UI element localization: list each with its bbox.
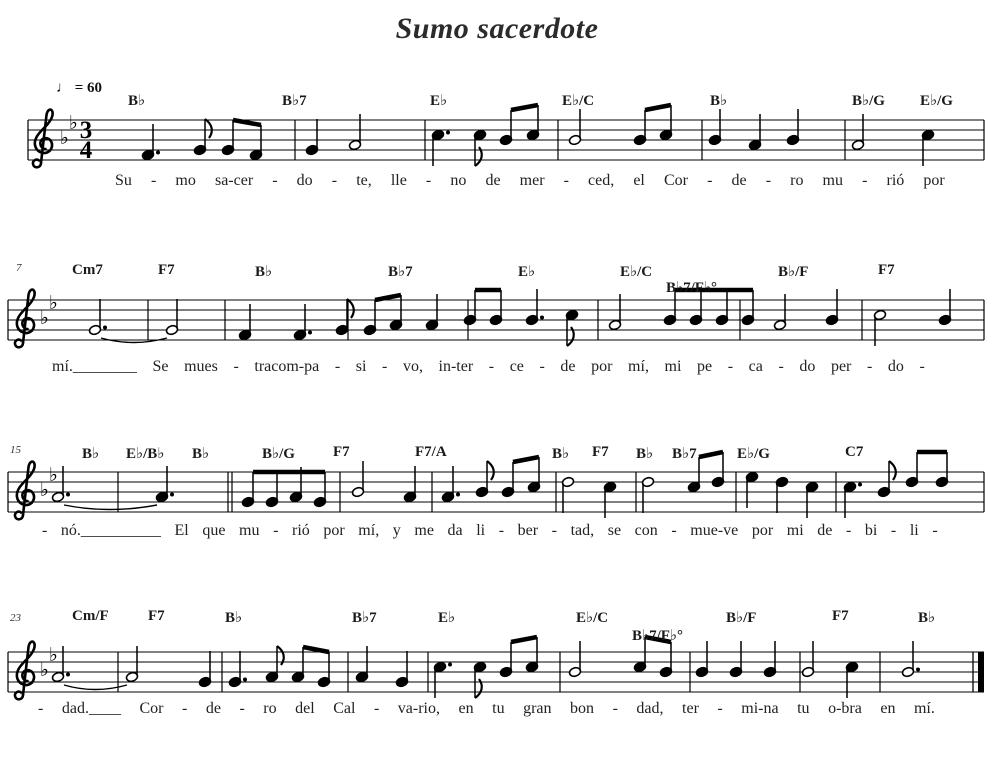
note xyxy=(363,300,376,336)
lyric-syllable: El xyxy=(174,522,189,539)
lyric-syllable: ro xyxy=(263,700,277,717)
lyric-syllable: mue-ve xyxy=(690,522,739,539)
key-signature-flat: ♭ xyxy=(49,292,58,314)
lyric-syllable: si xyxy=(355,358,367,375)
lyric-syllable: vo, xyxy=(402,358,423,375)
lyric-syllable: de xyxy=(205,700,221,717)
beam xyxy=(375,295,401,300)
note xyxy=(313,472,326,508)
lyric-syllable: - xyxy=(272,172,278,189)
lyric-syllable: de xyxy=(731,172,747,189)
note xyxy=(938,289,951,326)
lyric-syllable: ca xyxy=(748,358,763,375)
piece-title: Sumo sacerdote xyxy=(395,12,599,45)
lyric-syllable: el xyxy=(633,172,645,189)
lyric-syllable: mí, xyxy=(358,522,380,539)
note xyxy=(708,109,721,146)
beam xyxy=(233,120,261,125)
chord-symbol: B♭7 xyxy=(352,610,377,626)
note xyxy=(527,457,540,493)
note xyxy=(561,476,574,513)
lyric-syllable: - xyxy=(38,700,44,717)
chord-symbol: F7 xyxy=(158,262,175,278)
lyric-syllable: mo xyxy=(175,172,196,189)
lyric-syllable: - xyxy=(233,358,239,375)
lyrics-line xyxy=(115,172,945,190)
chord-symbol: F7 xyxy=(878,262,895,278)
lyric-syllable: - xyxy=(239,700,245,717)
lyric-syllable: me xyxy=(414,522,434,539)
lyric-syllable: bi xyxy=(864,522,878,539)
lyric-syllable: - xyxy=(273,522,279,539)
lyric-syllable: mer xyxy=(519,172,545,189)
lyric-syllable: sa-cer xyxy=(214,172,254,189)
lyric-syllable: tu xyxy=(492,700,505,717)
note xyxy=(525,637,538,673)
lyric-syllable: ro xyxy=(790,172,804,189)
chord-symbol: E♭/C xyxy=(620,264,653,280)
lyric-syllable: - xyxy=(765,172,772,189)
note xyxy=(659,105,672,141)
note xyxy=(526,105,539,141)
chord-symbol: E♭ xyxy=(430,93,448,109)
beam xyxy=(699,452,723,457)
lyric-syllable: in-ter xyxy=(438,358,474,375)
measure-number: 15 xyxy=(10,444,21,456)
lyric-syllable: - xyxy=(890,522,897,539)
lyric-syllable: bon xyxy=(570,700,595,717)
lyric-syllable: dad.____ xyxy=(61,700,121,717)
treble-clef-icon xyxy=(15,642,35,700)
chord-symbol: B♭ xyxy=(82,446,100,462)
lyric-syllable: mí. xyxy=(913,700,935,717)
treble-clef-icon xyxy=(33,110,53,168)
lyric-syllable: - xyxy=(331,172,338,189)
lyric-syllable: ber xyxy=(517,522,539,539)
lyric-syllable: - xyxy=(42,522,48,539)
chord-symbol: B♭/F xyxy=(778,264,809,280)
lyric-syllable: - xyxy=(563,172,569,189)
lyric-syllable: do xyxy=(887,358,904,375)
chord-symbol: F7 xyxy=(148,608,165,624)
lyric-syllable: nó.__________ xyxy=(60,522,161,539)
note xyxy=(715,290,728,326)
lyric-syllable: - xyxy=(707,172,713,189)
lyric-syllable: - xyxy=(727,358,734,375)
lyric-syllable: mu xyxy=(239,522,260,539)
quarter-note-icon: ♩ xyxy=(56,80,71,96)
lyric-syllable: lle xyxy=(390,172,407,189)
note xyxy=(741,290,754,326)
chord-symbol: Cm/F xyxy=(72,608,109,624)
note xyxy=(695,641,708,678)
lyric-syllable: por xyxy=(751,522,774,539)
chord-symbol: E♭/C xyxy=(562,93,595,109)
chord-symbol: F7/A xyxy=(415,444,447,460)
lyric-syllable: - xyxy=(181,700,188,717)
lyric-syllable: - xyxy=(845,522,852,539)
lyrics-line xyxy=(42,522,938,540)
lyric-syllable: que xyxy=(202,522,226,539)
beam xyxy=(511,105,538,110)
time-signature-digit: 4 xyxy=(79,137,93,164)
note xyxy=(395,651,408,688)
lyric-syllable: - xyxy=(382,358,388,375)
chord-symbol: B♭7 xyxy=(388,264,413,280)
chord-symbol: E♭/G xyxy=(920,93,953,109)
lyrics-line xyxy=(38,700,935,718)
lyrics-line xyxy=(52,358,925,376)
lyric-syllable: de xyxy=(817,522,833,539)
note xyxy=(499,642,512,678)
lyric-syllable: tu xyxy=(797,700,810,717)
lyric-syllable: pe xyxy=(697,358,713,375)
lyric-syllable: va-rio, xyxy=(397,700,440,717)
note xyxy=(88,299,167,343)
beam xyxy=(511,637,537,642)
lyric-syllable: no xyxy=(450,172,467,189)
chord-symbol: B♭ xyxy=(128,93,146,109)
chord-symbol: B♭7 xyxy=(282,93,307,109)
lyric-syllable: rió xyxy=(292,522,310,539)
beam xyxy=(513,457,539,462)
note xyxy=(463,290,476,326)
chord-symbol: E♭/C xyxy=(576,610,609,626)
chord-symbol: B♭7 xyxy=(672,446,697,462)
chord-symbol: E♭ xyxy=(438,610,456,626)
note xyxy=(659,642,672,678)
lyric-syllable: - xyxy=(866,358,873,375)
chord-symbol: B♭ xyxy=(552,446,570,462)
lyric-syllable: mi xyxy=(786,522,804,539)
lyric-syllable: - xyxy=(932,522,938,539)
lyric-syllable: do xyxy=(799,358,816,375)
note xyxy=(786,109,799,146)
key-signature-flat: ♭ xyxy=(69,112,78,134)
chord-symbol: F7 xyxy=(592,444,609,460)
lyric-syllable: con xyxy=(634,522,658,539)
lyric-syllable: de xyxy=(485,172,501,189)
note xyxy=(568,109,581,146)
key-signature-flat: ♭ xyxy=(60,127,69,149)
lyric-syllable: tracom-pa xyxy=(254,358,320,375)
note xyxy=(568,641,581,678)
lyric-syllable: li xyxy=(476,522,486,539)
beam xyxy=(303,647,329,652)
note xyxy=(489,290,502,326)
chord-symbol: B♭ xyxy=(918,610,936,626)
lyric-syllable: - xyxy=(671,522,677,539)
chord-symbol: B♭/F xyxy=(726,610,757,626)
note xyxy=(801,641,814,678)
lyric-syllable: rió xyxy=(886,172,905,189)
time-signature-digit: 3 xyxy=(79,117,93,144)
chord-symbol: B♭/G xyxy=(262,446,295,462)
tie xyxy=(64,505,157,510)
lyric-syllable: mi-na xyxy=(741,700,779,717)
note xyxy=(775,476,788,513)
key-signature-flat: ♭ xyxy=(40,479,49,501)
chord-symbol: B♭ xyxy=(192,446,210,462)
lyric-syllable: do xyxy=(296,172,313,189)
lyric-syllable: - xyxy=(425,172,432,189)
lyric-syllable: - xyxy=(919,358,925,375)
chord-symbol: Cm7 xyxy=(72,262,103,278)
note xyxy=(763,641,776,678)
chord-symbol: B♭ xyxy=(255,264,273,280)
lyric-syllable: da xyxy=(447,522,463,539)
note xyxy=(729,641,742,678)
lyric-syllable: tad, xyxy=(570,522,595,539)
chord-symbol: C7 xyxy=(845,444,864,460)
lyric-syllable: Cor xyxy=(663,172,688,189)
final-barline-thick xyxy=(978,652,984,692)
note xyxy=(825,289,838,326)
chord-symbol: E♭/G xyxy=(737,446,770,462)
lyric-syllable: gran xyxy=(523,700,552,717)
note xyxy=(641,476,654,513)
chord-symbol: B♭ xyxy=(710,93,728,109)
lyric-syllable: li xyxy=(909,522,919,539)
key-signature-flat: ♭ xyxy=(49,464,58,486)
lyric-syllable: - xyxy=(778,358,784,375)
note xyxy=(499,110,512,146)
lyric-syllable: Cal xyxy=(333,700,356,717)
lyric-syllable: ter xyxy=(682,700,699,717)
lyric-syllable: del xyxy=(295,700,315,717)
tempo-value: = 60 xyxy=(74,80,103,96)
note xyxy=(305,119,318,156)
note xyxy=(265,472,278,508)
note xyxy=(241,472,254,508)
chord-symbol: B♭ xyxy=(636,446,654,462)
measure-number: 7 xyxy=(16,262,22,274)
lyric-syllable: en xyxy=(880,700,896,717)
lyric-syllable: mues xyxy=(184,358,218,375)
chord-symbol: B♭7/F♭° xyxy=(666,280,717,296)
lyric-syllable: por xyxy=(323,522,345,539)
key-signature-flat: ♭ xyxy=(40,307,49,329)
note xyxy=(221,120,234,156)
lyric-syllable: - xyxy=(539,358,545,375)
note xyxy=(711,452,724,488)
chord-symbol: F7 xyxy=(333,444,350,460)
lyric-syllable: - xyxy=(334,358,341,375)
lyric-syllable: o-bra xyxy=(828,700,862,717)
lyric-syllable: de xyxy=(560,358,576,375)
lyric-syllable: se xyxy=(607,522,622,539)
lyric-syllable: dad, xyxy=(636,700,664,717)
lyric-syllable: Se xyxy=(152,358,169,375)
lyric-syllable: mí, xyxy=(628,358,649,375)
lyric-syllable: ced, xyxy=(588,172,615,189)
lyric-syllable: en xyxy=(458,700,474,717)
measure-number: 23 xyxy=(10,612,21,624)
lyric-syllable: mi xyxy=(664,358,682,375)
note xyxy=(633,110,646,146)
note xyxy=(905,452,918,488)
note xyxy=(935,452,948,488)
lyric-syllable: - xyxy=(373,700,380,717)
chord-symbol: B♭7/F♭° xyxy=(632,628,683,644)
chord-symbol: B♭ xyxy=(225,610,243,626)
lyric-syllable: y xyxy=(392,522,401,539)
chord-symbol: E♭ xyxy=(518,264,536,280)
lyric-syllable: Cor xyxy=(139,700,164,717)
note xyxy=(351,461,364,498)
treble-clef-icon xyxy=(15,462,35,520)
lyric-syllable: - xyxy=(612,700,618,717)
lyric-syllable: - xyxy=(551,522,557,539)
beam xyxy=(645,105,671,110)
lyric-syllable: mí.________ xyxy=(52,358,137,375)
note xyxy=(501,462,514,498)
lyric-syllable: - xyxy=(862,172,868,189)
lyric-syllable: Su xyxy=(115,172,132,189)
note xyxy=(317,652,330,688)
treble-clef-icon xyxy=(15,290,35,348)
lyric-syllable: ce xyxy=(509,358,524,375)
chord-symbol: F7 xyxy=(832,608,849,624)
lyric-syllable: por xyxy=(591,358,613,375)
lyric-syllable: - xyxy=(488,358,495,375)
chord-symbol: E♭/B♭ xyxy=(126,446,165,462)
lyric-syllable: te, xyxy=(356,172,372,189)
lyric-syllable: - xyxy=(498,522,505,539)
lyric-syllable: mu xyxy=(822,172,843,189)
note xyxy=(198,651,211,688)
chord-symbol: B♭/G xyxy=(852,93,885,109)
note xyxy=(165,299,178,336)
lyric-syllable: por xyxy=(923,172,945,189)
lyric-syllable: - xyxy=(151,172,157,189)
key-signature-flat: ♭ xyxy=(49,644,58,666)
lyric-syllable: per xyxy=(830,358,852,375)
key-signature-flat: ♭ xyxy=(40,659,49,681)
lyric-syllable: - xyxy=(717,700,723,717)
